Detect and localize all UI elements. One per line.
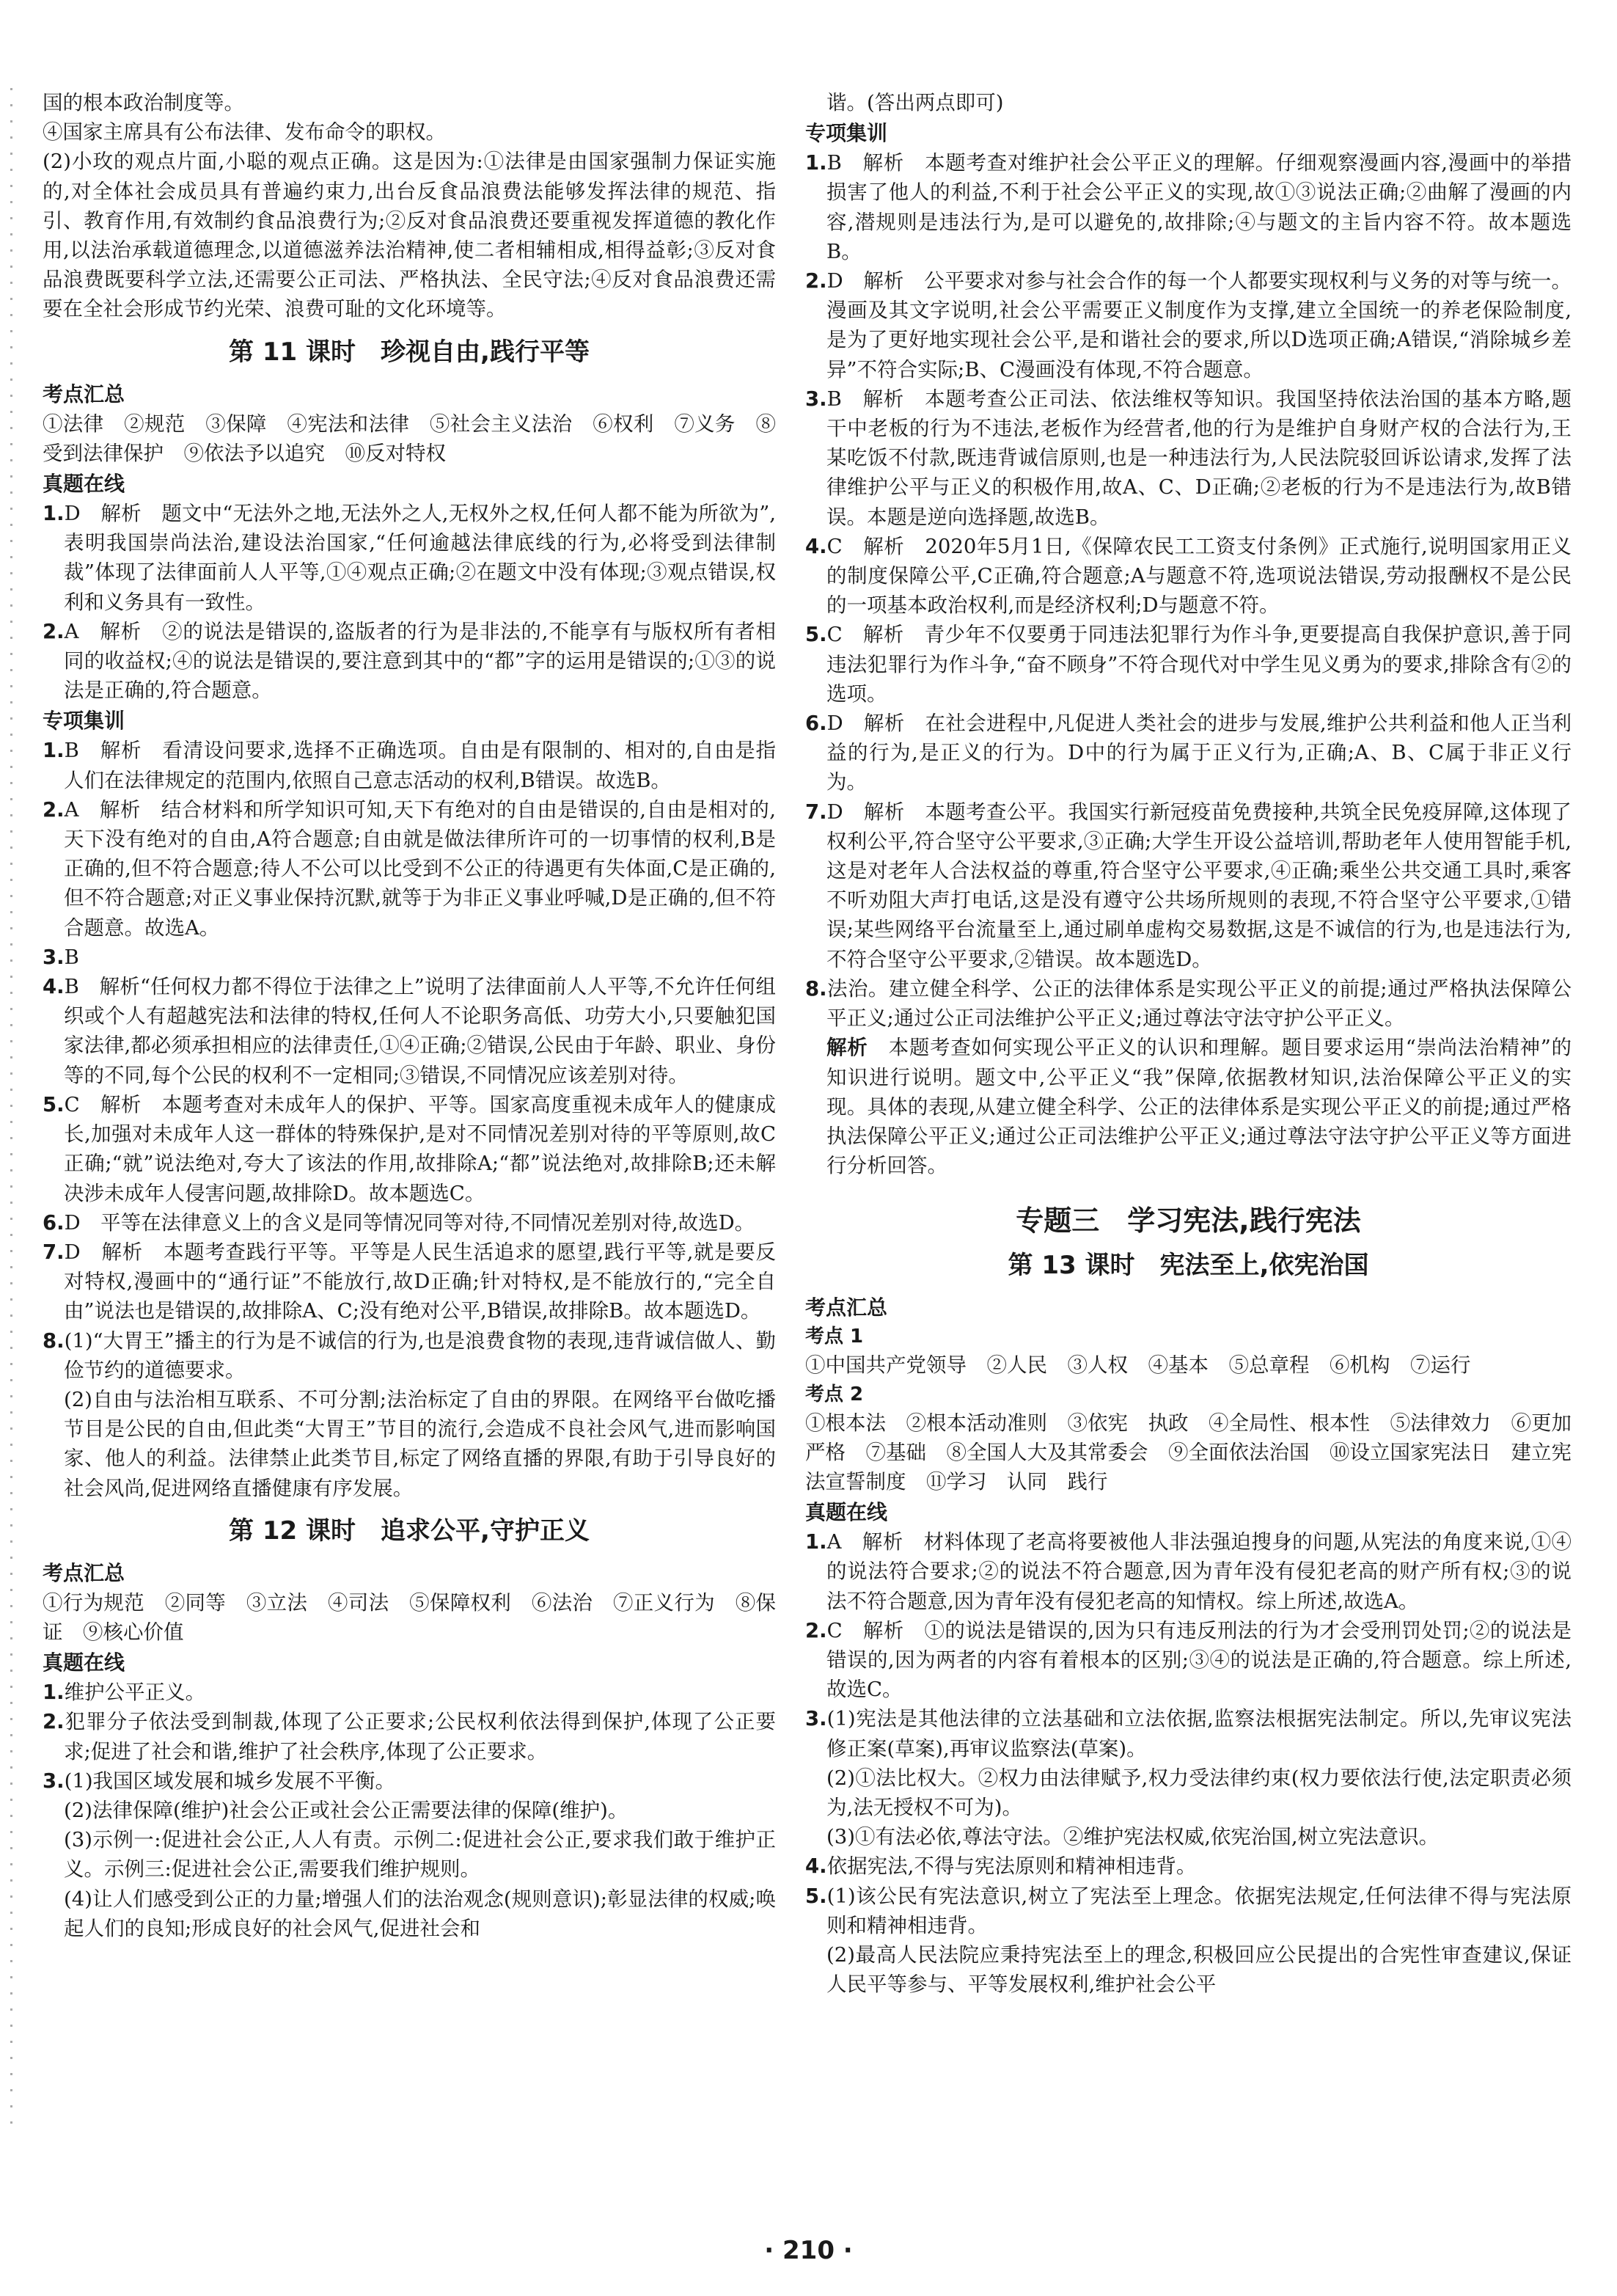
- lesson-12-title: 第 12 课时 追求公平,守护正义: [229, 1516, 590, 1546]
- item-number: 2.: [43, 797, 65, 822]
- lesson-13-title: 第 13 课时 宪法至上,依宪治国: [1008, 1251, 1369, 1281]
- answer-text: C 解析 ①的说法是错误的,因为只有违反刑法的行为才会受刑罚处罚;②的说法是错误的,因为两者的内容有着根本的区别;③④的说法是正确的,符合题意。综上所述,故选C。: [826, 1618, 1572, 1702]
- section-heading: 真题在线: [43, 1650, 125, 1675]
- item-number: 5.: [805, 1884, 827, 1908]
- item-number: 7.: [805, 800, 827, 824]
- answer-item: [43, 1090, 776, 1208]
- binding-margin-line: [10, 88, 12, 2127]
- answer-item: [805, 1527, 1572, 1616]
- answer-item: [43, 972, 776, 1090]
- item-number: 1.: [43, 739, 65, 763]
- item-number: 2.: [805, 1618, 827, 1642]
- answer-text: (2)法律保障(维护)社会公正或社会公正需要法律的保障(维护)。: [64, 1798, 628, 1822]
- answer-text: (3)①有法必依,尊法守法。②维护宪法权威,依宪治国,树立宪法意识。: [826, 1825, 1440, 1849]
- section-heading: 考点汇总: [805, 1295, 888, 1320]
- item-number: 3.: [805, 1707, 827, 1731]
- item-number: 8.: [805, 976, 827, 1001]
- answer-text: (3)示例一:促进社会公正,人人有责。示例二:促进社会公正,要求我们敢于维护正义。示例三:促进社会公正,需要我们维护规则。: [64, 1828, 776, 1882]
- answer-text: D 解析 公平要求对参与社会合作的每一个人都要实现权利与义务的对等与统一。漫画及其文字说明,社会公平需要正义制度作为支撑,建立全国统一的养老保险制度,是为了更好地实现社会公平,是和谐社会的要求,所以D选项正确;A错误,“消除城乡差异”不符合实际;B、C漫画没有体现,不符合题意。: [826, 269, 1572, 381]
- answer-text: 本题考查如何实现公平正义的认识和理解。题目要求运用“崇尚法治精神”的知识进行说明。题文中,公平正义“我”保障,依据教材知识,法治保障公平正义的实现。具体的表现,从建立健全科学、公正的法律体系是实现公平正义的前提;通过严格执法保障公平正义;通过公正司法维护公平正义;通过尊法守法守护公平正义等方面进行分析回答。: [826, 1036, 1572, 1178]
- answer-text: (1)宪法是其他法律的立法基础和立法依据,监察法根据宪法制定。所以,先审议宪法修正案(草案),再审议监察法(草案)。: [826, 1707, 1572, 1761]
- answer-text: 维护公平正义。: [64, 1681, 206, 1705]
- answer-item: [805, 1616, 1572, 1705]
- answer-text: (4)让人们感受到公正的力量;增强人们的法治观念(规则意识);彰显法律的权威;唤起人们的良知;形成良好的社会风气,促进社会和: [64, 1887, 776, 1940]
- item-number: 1.: [805, 1530, 827, 1554]
- lesson-11-title: 第 11 课时 珍视自由,践行平等: [229, 337, 590, 367]
- item-number: 3.: [805, 387, 827, 411]
- answer-item: [43, 736, 776, 794]
- item-number: 4.: [43, 975, 65, 999]
- answer-item: [805, 532, 1572, 621]
- answer-item: [805, 148, 1572, 266]
- answer-text: D 解析 本题考查公平。我国实行新冠疫苗免费接种,共筑全民免疫屏障,这体现了权利公平,符合坚守公平要求,③正确;大学生开设公益培训,帮助老年人使用智能手机,这是对老年人合法权益的尊重,符合坚守公平要求,④正确;乘坐公共交通工具时,乘客不听劝阻大声打电话,这是没有遵守公共场所规则的表现,不符合坚守公平要求,①错误;某些网络平台流量至上,通过刷单虚构交易数据,这是不诚信的行为,也是违法行为,不符合坚守公平要求,②错误。故本题选D。: [826, 800, 1572, 971]
- answer-text: (1)“大胃王”播主的行为是不诚信的行为,也是浪费食物的表现,违背诚信做人、勤俭节约的道德要求。: [64, 1328, 776, 1382]
- answer-text: (1)我国区域发展和城乡发展不平衡。: [64, 1769, 396, 1793]
- key-points: ①法律 ②规范 ③保障 ④宪法和法律 ⑤社会主义法治 ⑥权利 ⑦义务 ⑧受到法律保护 ⑨依法予以追究 ⑩反对特权: [43, 412, 776, 465]
- answer-text: A 解析 结合材料和所学知识可知,天下有绝对的自由是错误的,自由是相对的,天下没有绝对的自由,A符合题意;自由就是做法律所许可的一切事情的权利,B是正确的,但不符合题意;待人不公可以比受到不公正的待遇更有失体面,C是正确的,但不符合题意;对正义事业保持沉默,就等于为非正义事业呼喊,D是正确的,但不符合题意。故选A。: [64, 797, 776, 940]
- answer-text: B 解析“任何权力都不得位于法律之上”说明了法律面前人人平等,不允许任何组织或个人有超越宪法和法律的特权,任何人不论职务高低、功劳大小,只要触犯国家法律,都必须承担相应的法律责任,①④正确;②错误,公民由于年龄、职业、身份等的不同,每个公民的权利不一定相同;③错误,不同情况应该差别对待。: [64, 975, 776, 1087]
- item-number: 1.: [805, 151, 827, 175]
- answer-item: [805, 974, 1572, 1033]
- analysis-label: 解析: [826, 1036, 868, 1060]
- answer-item: [43, 1707, 776, 1766]
- key-point-label: 考点 1: [805, 1326, 864, 1348]
- paragraph: 谐。(答出两点即可): [826, 91, 1004, 114]
- answer-item: [805, 620, 1572, 709]
- answer-item: [805, 709, 1572, 797]
- answer-item: [805, 1704, 1572, 1763]
- item-number: 5.: [43, 1092, 65, 1116]
- answer-text: (2)①法比权大。②权力由法律赋予,权力受法律约束(权力要依法行使,法定职责必须为,法无授权不可为)。: [826, 1766, 1572, 1819]
- item-number: 8.: [43, 1328, 65, 1353]
- answer-item: [805, 266, 1572, 384]
- answer-item: [43, 943, 776, 972]
- item-number: 7.: [43, 1240, 65, 1264]
- answer-item: [43, 1237, 776, 1326]
- item-number: 3.: [43, 945, 65, 969]
- answer-item: [43, 499, 776, 617]
- answer-text: C 解析 本题考查对未成年人的保护、平等。国家高度重视未成年人的健康成长,加强对未成年人这一群体的特殊保护,是对不同情况差别对待的平等原则,故C正确;“就”说法绝对,夸大了该法的作用,故排除A;“都”说法绝对,故排除B;还未解决涉未成年人侵害问题,故排除D。故本题选C。: [64, 1092, 776, 1205]
- answer-item: [43, 1766, 776, 1796]
- answer-text: B 解析 本题考查公正司法、依法维权等知识。我国坚持依法治国的基本方略,题干中老板的行为不违法,老板作为经营者,他的行为是维护自身财产权的合法行为,王某吃饭不付款,既违背诚信原则,也是一种违法行为,人民法院驳回诉讼请求,发挥了法律维护公平与正义的积极作用,故A、C、D正确;②老板的行为不是违法行为,故B错误。本题是逆向选择题,故选B。: [826, 387, 1572, 529]
- section-heading: 真题在线: [43, 472, 125, 497]
- item-number: 3.: [43, 1769, 65, 1793]
- answer-text: B 解析 本题考查对维护社会公平正义的理解。仔细观察漫画内容,漫画中的举措损害了他人的利益,不利于社会公平正义的实现,故①③说法正确;②曲解了漫画的内容,潜规则是违法行为,是可以避免的,故排除;④与题文的主旨内容不符。故本题选B。: [826, 151, 1572, 263]
- answer-text: 法治。建立健全科学、公正的法律体系是实现公平正义的前提;通过严格执法保障公平正义;通过公正司法维护公平正义;通过尊法守法守护公平正义。: [826, 976, 1572, 1031]
- item-number: 6.: [43, 1210, 65, 1235]
- key-point-label: 考点 2: [805, 1383, 864, 1405]
- section-heading: 专项集训: [43, 709, 125, 734]
- item-number: 1.: [43, 1681, 65, 1705]
- answer-item: [805, 384, 1572, 532]
- item-number: 2.: [43, 619, 65, 643]
- answer-text: D 平等在法律意义上的含义是同等情况同等对待,不同情况差别对待,故选D。: [64, 1210, 755, 1235]
- answer-text: D 解析 本题考查践行平等。平等是人民生活追求的愿望,践行平等,就是要反对特权,漫画中的“通行证”不能放行,故D正确;针对特权,是不能放行的,“完全自由”说法也是错误的,故排除A、C;没有绝对公平,B错误,故排除B。故本题选D。: [64, 1240, 776, 1323]
- answer-text: A 解析 材料体现了老高将要被他人非法强迫搜身的问题,从宪法的角度来说,①④的说法符合要求;②的说法不符合题意,因为青年没有侵犯老高的财产所有权;③的说法不符合题意,因为青年没有侵犯老高的知情权。综上所述,故选A。: [826, 1530, 1572, 1613]
- item-number: 1.: [43, 502, 65, 526]
- topic-3-title: 专题三 学习宪法,践行宪法: [1016, 1204, 1361, 1237]
- paragraph: ④国家主席具有公布法律、发布命令的职权。: [43, 120, 446, 145]
- answer-text: C 解析 2020年5月1日,《保障农民工工资支付条例》正式施行,说明国家用正义的制度保障公平,C正确,符合题意;A与题意不符,选项说法错误,劳动报酬权不是公民的一项基本政治权利,而是经济权利;D与题意不符。: [826, 534, 1572, 618]
- paragraph: 国的根本政治制度等。: [43, 91, 244, 114]
- answer-item: [43, 1326, 776, 1385]
- item-number: 6.: [805, 712, 827, 736]
- answer-text: B: [64, 945, 79, 969]
- answer-item: [805, 1851, 1572, 1881]
- answer-text: D 解析 题文中“无法外之地,无法外之人,无权外之权,任何人都不能为所欲为”,表明我国崇尚法治,建设法治国家,“任何逾越法律底线的行为,必将受到法律制裁”体现了法律面前人人平等,①④观点正确;②在题文中没有体现;③观点错误,权利和义务具有一致性。: [64, 502, 776, 614]
- item-number: 2.: [805, 269, 827, 293]
- section-heading: 考点汇总: [43, 1560, 125, 1585]
- section-heading: 考点汇总: [43, 381, 125, 406]
- item-number: 2.: [43, 1710, 65, 1734]
- paragraph: (2)小玫的观点片面,小聪的观点正确。这是因为:①法律是由国家强制力保证实施的,对全体社会成员具有普遍约束力,出台反食品浪费法能够发挥法律的规范、指引、教育作用,有效制约食品浪费行为;②反对食品浪费还要重视发挥道德的教化作用,以法治承载道德理念,以道德滋养法治精神,使二者相辅相成,相得益彰;③反对食品浪费既要科学立法,还需要公正司法、严格执法、全民守法;④反对食品浪费还需要在全社会形成节约光荣、浪费可耻的文化环境等。: [43, 150, 776, 321]
- section-heading: 专项集训: [805, 121, 888, 146]
- answer-item: [43, 1208, 776, 1237]
- answer-item: [43, 1678, 776, 1707]
- answer-text: (1)该公民有宪法意识,树立了宪法至上理念。依据宪法规定,任何法律不得与宪法原则和精神相违背。: [826, 1884, 1572, 1937]
- answer-text: 依据宪法,不得与宪法原则和精神相违背。: [826, 1854, 1197, 1879]
- right-column: [805, 88, 1572, 1999]
- answer-text: D 解析 在社会进程中,凡促进人类社会的进步与发展,维护公共利益和他人正当利益的行为,是正义的行为。D中的行为属于正义行为,正确;A、B、C属于非正义行为。: [826, 712, 1572, 794]
- answer-item: [805, 1882, 1572, 1940]
- key-points: ①行为规范 ②同等 ③立法 ④司法 ⑤保障权利 ⑥法治 ⑦正义行为 ⑧保证 ⑨核心价值: [43, 1590, 776, 1644]
- answer-item: [805, 797, 1572, 974]
- answer-text: A 解析 ②的说法是错误的,盗版者的行为是非法的,不能享有与版权所有者相同的收益权;④的说法是错误的,要注意到其中的“都”字的运用是错误的;①③的说法是正确的,符合题意。: [64, 619, 776, 703]
- answer-item: [43, 795, 776, 943]
- answer-text: (2)最高人民法院应秉持宪法至上的理念,积极回应公民提出的合宪性审查建议,保证人民平等参与、平等发展权利,维护社会公平: [826, 1942, 1572, 1997]
- page-number: · 210 ·: [764, 2236, 853, 2265]
- answer-text: 犯罪分子依法受到制裁,体现了公正要求;公民权利依法得到保护,体现了公正要求;促进了社会和谐,维护了社会秩序,体现了公正要求。: [64, 1710, 776, 1763]
- answer-text: B 解析 看清设问要求,选择不正确选项。自由是有限制的、相对的,自由是指人们在法律规定的范围内,依照自己意志活动的权利,B错误。故选B。: [64, 739, 776, 792]
- section-heading: 真题在线: [805, 1500, 888, 1525]
- key-points: ①中国共产党领导 ②人民 ③人权 ④基本 ⑤总章程 ⑥机构 ⑦运行: [805, 1353, 1471, 1378]
- answer-text: C 解析 青少年不仅要勇于同违法犯罪行为作斗争,更要提高自我保护意识,善于同违法犯罪行为作斗争,“奋不顾身”不符合现代对中学生见义勇为的要求,排除含有②的选项。: [826, 623, 1572, 706]
- item-number: 4.: [805, 534, 827, 558]
- item-number: 5.: [805, 623, 827, 647]
- item-number: 4.: [805, 1854, 827, 1879]
- answer-text: (2)自由与法治相互联系、不可分割;法治标定了自由的界限。在网络平台做吃播节目是公民的自由,但此类“大胃王”节目的流行,会造成不良社会风气,进而影响国家、他人的利益。法律禁止此类节目,标定了网络直播的界限,有助于引导良好的社会风尚,促进网络直播健康有序发展。: [64, 1387, 776, 1500]
- key-points: ①根本法 ②根本活动准则 ③依宪 执政 ④全局性、根本性 ⑤法律效力 ⑥更加严格 ⑦基础 ⑧全国人大及其常委会 ⑨全面依法治国 ⑩设立国家宪法日 建立宪法宣誓制度 ⑪学习 认同 践行: [805, 1411, 1572, 1494]
- analysis-paragraph: [805, 1033, 1572, 1180]
- answer-item: [43, 617, 776, 706]
- left-column: [43, 88, 776, 1943]
